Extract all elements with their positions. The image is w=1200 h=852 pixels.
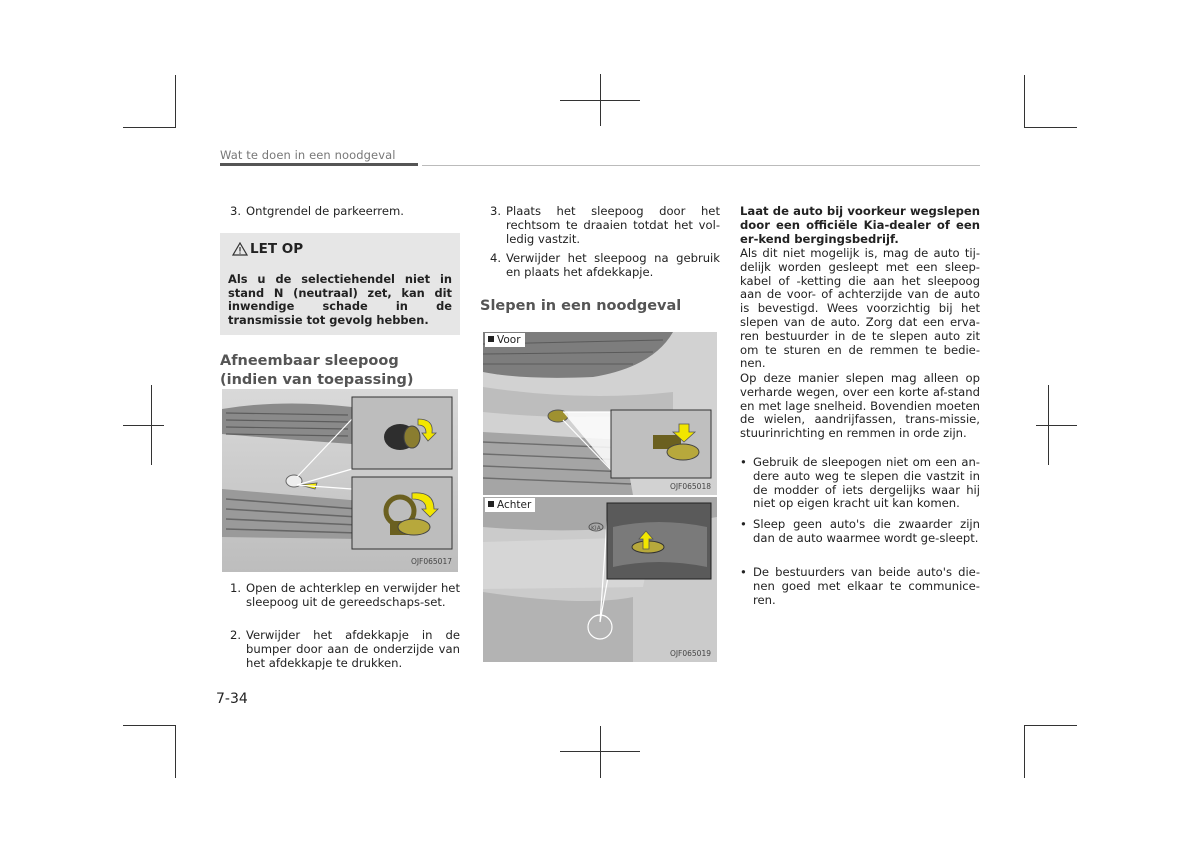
figure-label-rear: Achter [485, 498, 535, 512]
step-4-remove-eye: 4. Verwijder het sleepoog na gebruik en plaats het afdekkapje. [490, 251, 720, 279]
figure-code-front: OJF065018 [669, 482, 711, 491]
warning-triangle-icon [232, 242, 248, 256]
step-1-open-tailgate: 1. Open de achterklep en verwijder het sleepoog uit de gereedschaps-set. [230, 581, 460, 609]
header-title: Wat te doen in een noodgeval [220, 148, 396, 162]
svg-text:KIA: KIA [591, 525, 601, 532]
square-bullet-icon [488, 336, 494, 342]
section-heading-towing-eye: Afneembaar sleepoog (indien van toepassing) [220, 353, 414, 388]
bullet-item: • Gebruik de sleepogen niet om een an-dere auto weg te slepen die vastzit in de modder of iets dergelijks waar hij niet op eigen kracht uit kan komen. [740, 455, 980, 511]
bullet-item: • De bestuurders van beide auto's die-nen goed met elkaar te communice-ren. [740, 565, 980, 607]
header-rule [422, 165, 980, 166]
rear-bumper-illustration [483, 497, 717, 662]
page-number: 7-34 [216, 691, 248, 707]
towing-intro-bold: Laat de auto bij voorkeur wegslepen door een officiële Kia-dealer of een er-kend bergingsbedrijf. [740, 204, 980, 246]
towing-paragraph-1: Als dit niet mogelijk is, mag de auto tij-delijk worden gesleept met een sleep-kabel of -ketting die aan het sleepoog aan de voor- of achterzijde van de auto is bevestigd. Wees voorzichtig bij het slepen van de auto. Zorg dat een erva-ren bestuurder in de te slepen auto zit om te sturen en de remmen te bedie-nen. [740, 246, 980, 371]
step-3-release-brake: 3. Ontgrendel de parkeerrem. [230, 204, 404, 218]
square-bullet-icon [488, 501, 494, 507]
caution-box [220, 233, 460, 335]
figure-label-front: Voor [485, 333, 525, 347]
caution-text: Als u de selectiehendel niet in stand N (neutraal) zet, kan dit inwendige schade in de transmissie tot gevolg hebben. [228, 272, 452, 327]
figure-front-tow-point [483, 332, 717, 495]
bumper-illustration [222, 389, 458, 572]
figure-code: OJF065017 [410, 557, 452, 566]
figure-rear-tow-point [483, 497, 717, 662]
caution-title: LET OP [250, 241, 304, 257]
towing-paragraph-2: Op deze manier slepen mag alleen op verharde wegen, over een korte af-stand en met lage snelheid. Bovendien moeten de wielen, aandrijfassen, trans-missie, stuurinrichting en remmen in orde zijn. [740, 371, 980, 441]
running-header [220, 146, 980, 168]
figure-code-rear: OJF065019 [669, 649, 711, 658]
figure-towing-eye-install [222, 389, 458, 572]
bullet-item: • Sleep geen auto's die zwaarder zijn dan de auto waarmee wordt ge-sleept. [740, 517, 980, 545]
step-3-install-eye: 3. Plaats het sleepoog door het rechtsom te draaien totdat het vol-ledig vastzit. [490, 204, 720, 246]
step-2-remove-cover: 2. Verwijder het afdekkapje in de bumper door aan de onderzijde van het afdekkapje te drukken. [230, 628, 460, 670]
section-heading-emergency-towing: Slepen in een noodgeval [480, 298, 682, 314]
header-bar [220, 163, 418, 166]
front-bumper-illustration [483, 332, 717, 495]
